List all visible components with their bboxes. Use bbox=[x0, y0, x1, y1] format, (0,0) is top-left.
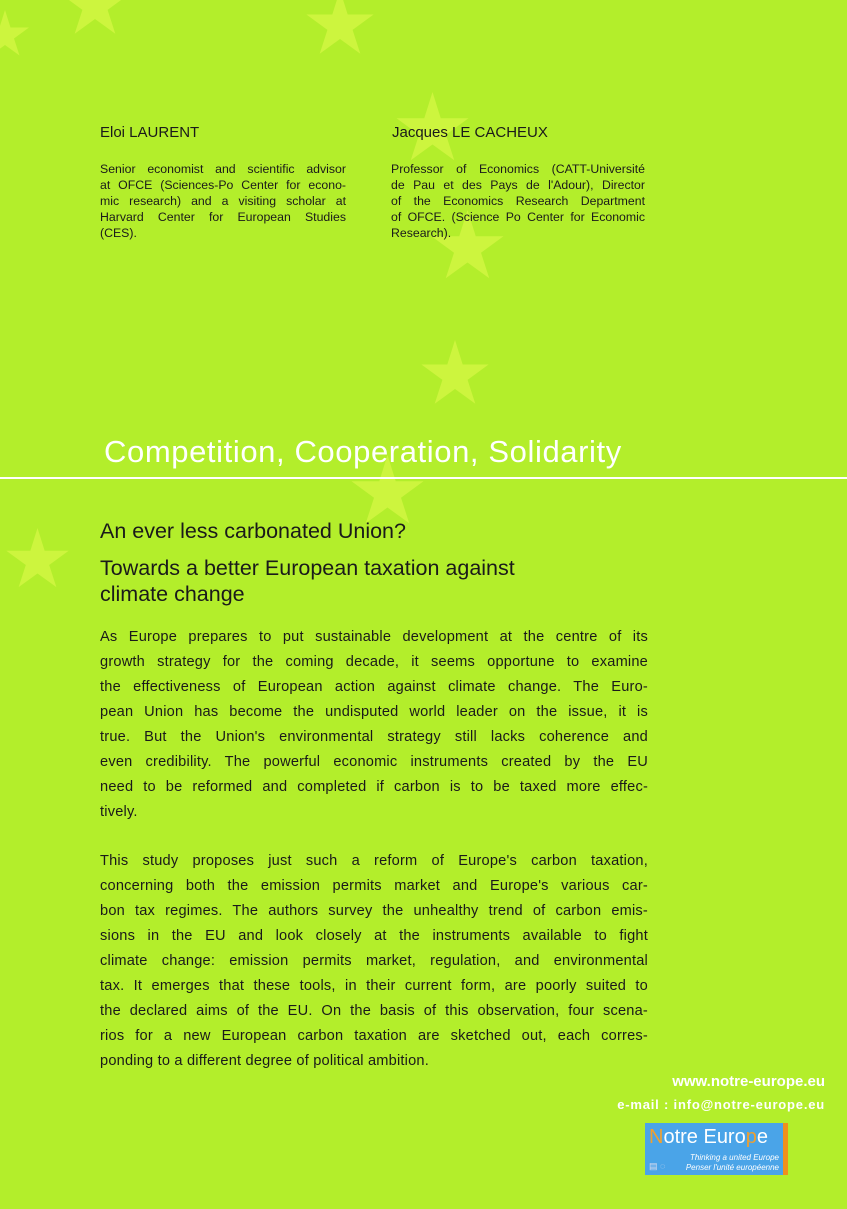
website-link[interactable]: www.notre-europe.eu bbox=[672, 1073, 825, 1090]
logo-tagline bbox=[686, 1153, 779, 1173]
author-name: Eloi LAURENT bbox=[100, 124, 200, 141]
text-line: rios for a new European carbon taxation are sketched out, each corres- bbox=[100, 1028, 648, 1044]
star-decoration bbox=[420, 340, 490, 410]
text-line: tax. It emerges that these tools, in their current form, are poorly suited to bbox=[100, 978, 648, 994]
email-link[interactable]: e-mail : info@notre-europe.eu bbox=[617, 1097, 825, 1112]
bio-line: Senior economist and scientific advisor bbox=[100, 162, 346, 176]
bio-line: at OFCE (Sciences-Po Center for econo- bbox=[100, 178, 346, 192]
bio-line: of OFCE. (Science Po Center for Economic bbox=[391, 210, 645, 224]
text-line: true. But the Union's environmental strategy still lacks coherence and bbox=[100, 729, 648, 745]
text-line: bon tax regimes. The authors survey the unhealthy trend of carbon emis- bbox=[100, 903, 648, 919]
text-line: tively. bbox=[100, 804, 138, 820]
text-line: ponding to a different degree of political ambition. bbox=[100, 1053, 429, 1069]
bio-line: de Pau et des Pays de l'Adour), Director bbox=[391, 178, 645, 192]
text-line: even credibility. The powerful economic instruments created by the EU bbox=[100, 754, 648, 770]
logo-name: Notre Europe bbox=[649, 1126, 768, 1148]
logo-icon: ▤ ◌ bbox=[649, 1161, 666, 1171]
paragraph bbox=[100, 625, 648, 825]
text-line: the effectiveness of European action against climate change. The Euro- bbox=[100, 679, 648, 695]
heading-line: Towards a better European taxation against bbox=[100, 556, 515, 580]
text-line: the declared aims of the EU. On the basis of this observation, four scena- bbox=[100, 1003, 648, 1019]
tagline-line: Penser l'unité européenne bbox=[685, 1163, 779, 1172]
text-line: This study proposes just such a reform of Europe's carbon taxation, bbox=[100, 853, 648, 869]
text-line: As Europe prepares to put sustainable development at the centre of its bbox=[100, 629, 648, 645]
text-line: concerning both the emission permits market and Europe's various car- bbox=[100, 878, 648, 894]
bio-line: of the Economics Research Department bbox=[391, 194, 645, 208]
notre-europe-logo bbox=[645, 1123, 788, 1175]
author-name: Jacques LE CACHEUX bbox=[392, 124, 548, 141]
paragraph bbox=[100, 849, 648, 1074]
bio-line: mic research) and a visiting scholar at bbox=[100, 194, 346, 208]
author-bio bbox=[100, 161, 346, 241]
text-line: pean Union has become the undisputed world leader on the issue, it is bbox=[100, 704, 648, 720]
text-line: sions in the EU and look closely at the instruments available to fight bbox=[100, 928, 648, 944]
star-decoration bbox=[0, 10, 30, 60]
tagline-line: Thinking a united Europe bbox=[690, 1153, 779, 1162]
text-line: climate change: emission permits market, regulation, and environmental bbox=[100, 953, 648, 969]
series-title: Competition, Cooperation, Solidarity bbox=[104, 434, 622, 469]
star-decoration bbox=[60, 0, 130, 40]
bio-line: (CES). bbox=[100, 226, 137, 240]
author-bio bbox=[391, 161, 645, 241]
bio-line: Harvard Center for European Studies bbox=[100, 210, 346, 224]
divider bbox=[0, 477, 847, 479]
star-decoration bbox=[5, 528, 70, 593]
heading-question: An ever less carbonated Union? bbox=[100, 519, 406, 543]
heading-line: climate change bbox=[100, 582, 245, 606]
heading-subtitle bbox=[100, 555, 515, 607]
star-decoration bbox=[305, 0, 375, 60]
bio-line: Professor of Economics (CATT-Université bbox=[391, 162, 645, 176]
bio-line: Research). bbox=[391, 226, 452, 240]
text-line: need to be reformed and completed if carbon is to be taxed more effec- bbox=[100, 779, 648, 795]
text-line: growth strategy for the coming decade, it seems opportune to examine bbox=[100, 654, 648, 670]
